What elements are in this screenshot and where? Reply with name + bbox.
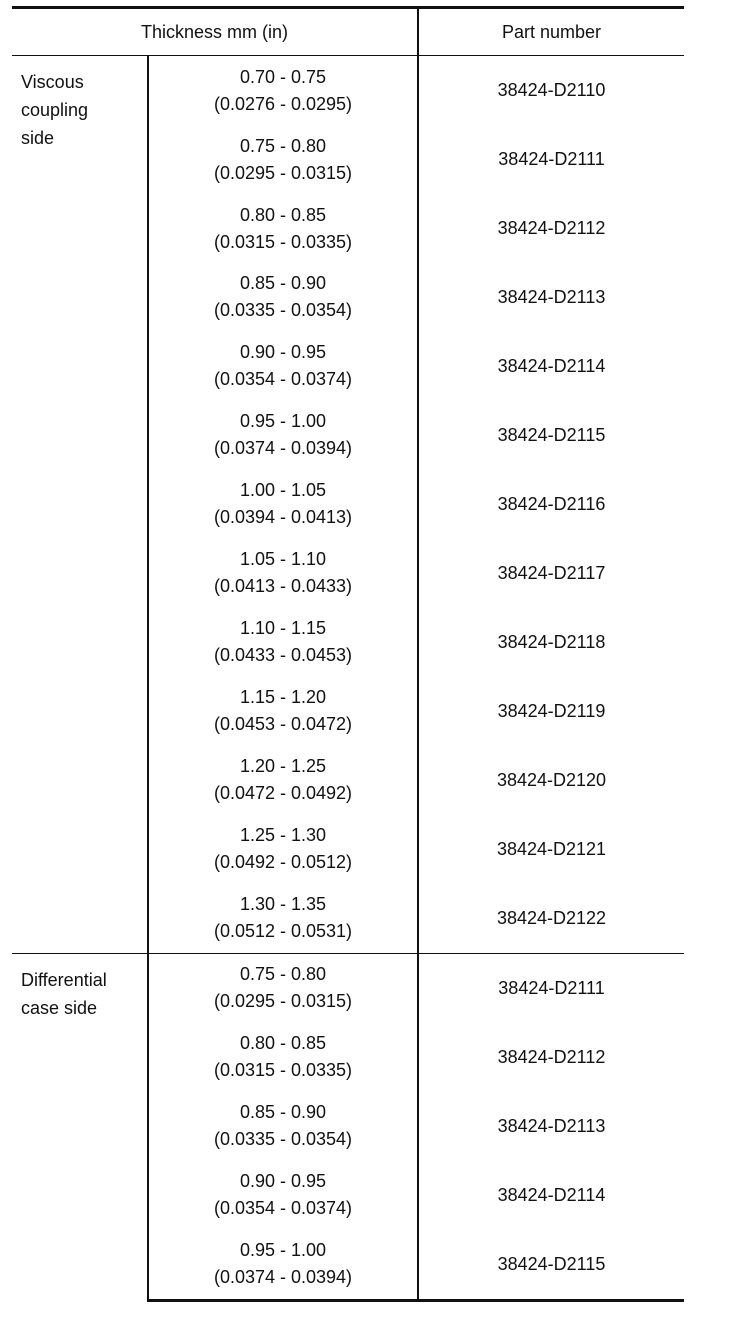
thickness-in: (0.0276 - 0.0295)	[213, 93, 353, 114]
part-number-cell: 38424-D2117	[497, 562, 606, 583]
part-number-cell: 38424-D2110	[497, 80, 606, 101]
part-number-cell: 38424-D2116	[497, 493, 606, 514]
thickness-cell	[148, 677, 418, 746]
thickness-cell	[148, 1023, 418, 1092]
group-label-line: coupling	[21, 100, 89, 120]
thickness-mm: 0.85 - 0.90	[239, 273, 327, 294]
table-row	[12, 953, 684, 1023]
thickness-cell	[148, 125, 418, 194]
thickness-mm: 0.80 - 0.85	[239, 1033, 327, 1054]
thickness-cell	[148, 332, 418, 401]
thickness-mm: 0.90 - 0.95	[239, 342, 327, 363]
thickness-in: (0.0295 - 0.0315)	[213, 991, 353, 1012]
thickness-mm: 0.90 - 0.95	[239, 1171, 327, 1192]
thickness-cell	[148, 1092, 418, 1161]
table-header-row	[12, 8, 684, 56]
thickness-in: (0.0315 - 0.0335)	[213, 1060, 353, 1081]
thickness-cell	[148, 815, 418, 884]
thickness-cell	[148, 470, 418, 539]
thickness-in: (0.0374 - 0.0394)	[213, 1267, 353, 1288]
part-number-cell: 38424-D2113	[497, 1115, 606, 1136]
thickness-in: (0.0354 - 0.0374)	[213, 369, 353, 390]
thickness-mm: 0.70 - 0.75	[239, 66, 327, 87]
thickness-in: (0.0433 - 0.0453)	[213, 645, 353, 666]
thickness-mm: 1.00 - 1.05	[239, 480, 327, 501]
part-number-cell: 38424-D2115	[497, 424, 606, 445]
thickness-cell	[148, 56, 418, 126]
thickness-mm: 1.10 - 1.15	[239, 618, 327, 639]
group-label-line: Viscous	[21, 72, 84, 92]
group-label-line: case side	[21, 997, 98, 1018]
group-label-line: Differential	[21, 969, 107, 990]
thickness-in: (0.0453 - 0.0472)	[213, 714, 353, 735]
thickness-cell	[148, 263, 418, 332]
thickness-in: (0.0374 - 0.0394)	[213, 438, 353, 459]
thickness-mm: 0.75 - 0.80	[239, 135, 327, 156]
thickness-mm: 1.05 - 1.10	[239, 549, 327, 570]
thickness-in: (0.0295 - 0.0315)	[213, 162, 353, 183]
part-number-cell: 38424-D2115	[418, 1230, 684, 1301]
thickness-header: Thickness mm (in)	[12, 8, 418, 56]
thickness-cell	[148, 953, 418, 1023]
thickness-mm: 0.80 - 0.85	[239, 204, 327, 225]
thickness-cell	[148, 539, 418, 608]
thickness-in: (0.0492 - 0.0512)	[213, 852, 353, 873]
part-number-cell: 38424-D2121	[496, 838, 607, 859]
part-number-cell: 38424-D2111	[418, 953, 684, 1023]
thickness-mm: 0.85 - 0.90	[239, 1102, 327, 1123]
thickness-cell	[148, 401, 418, 470]
thickness-mm: 0.95 - 1.00	[239, 1240, 327, 1261]
part-number-cell: 38424-D2114	[497, 1184, 606, 1205]
part-number-cell: 38424-D2114	[497, 355, 606, 376]
group-label	[12, 56, 148, 954]
thickness-in: (0.0354 - 0.0374)	[213, 1198, 353, 1219]
thickness-cell	[148, 194, 418, 263]
table-row	[12, 56, 684, 126]
thickness-mm: 1.20 - 1.25	[239, 756, 327, 777]
shim-thickness-table	[12, 6, 684, 1302]
thickness-cell	[148, 1230, 418, 1301]
thickness-cell	[148, 884, 418, 954]
thickness-in: (0.0472 - 0.0492)	[213, 783, 353, 804]
group-label-line: side	[21, 128, 55, 148]
part-number-cell: 38424-D2112	[497, 218, 606, 238]
thickness-in: (0.0315 - 0.0335)	[213, 231, 353, 252]
thickness-cell	[148, 1161, 418, 1230]
part-number-header: Part number	[418, 8, 684, 56]
part-number-cell: 38424-D2120	[496, 769, 607, 790]
thickness-in: (0.0335 - 0.0354)	[213, 1129, 353, 1150]
part-number-cell: 38424-D2113	[497, 286, 606, 307]
thickness-in: (0.0394 - 0.0413)	[213, 507, 353, 528]
thickness-cell	[148, 746, 418, 815]
part-number-cell: 38424-D2118	[497, 631, 606, 652]
thickness-mm: 1.15 - 1.20	[239, 687, 327, 708]
thickness-mm: 1.30 - 1.35	[239, 894, 327, 915]
part-number-cell: 38424-D2119	[497, 700, 606, 721]
thickness-mm: 0.95 - 1.00	[239, 411, 327, 432]
thickness-in: (0.0512 - 0.0531)	[213, 921, 353, 942]
thickness-mm: 1.25 - 1.30	[239, 825, 327, 846]
thickness-in: (0.0335 - 0.0354)	[213, 300, 353, 321]
part-number-cell: 38424-D2111	[498, 149, 605, 170]
part-number-cell: 38424-D2122	[496, 907, 607, 928]
thickness-mm: 0.75 - 0.80	[239, 964, 327, 985]
thickness-cell	[148, 608, 418, 677]
part-number-cell: 38424-D2112	[497, 1046, 606, 1067]
group-label	[12, 953, 148, 1300]
thickness-in: (0.0413 - 0.0433)	[213, 576, 353, 597]
